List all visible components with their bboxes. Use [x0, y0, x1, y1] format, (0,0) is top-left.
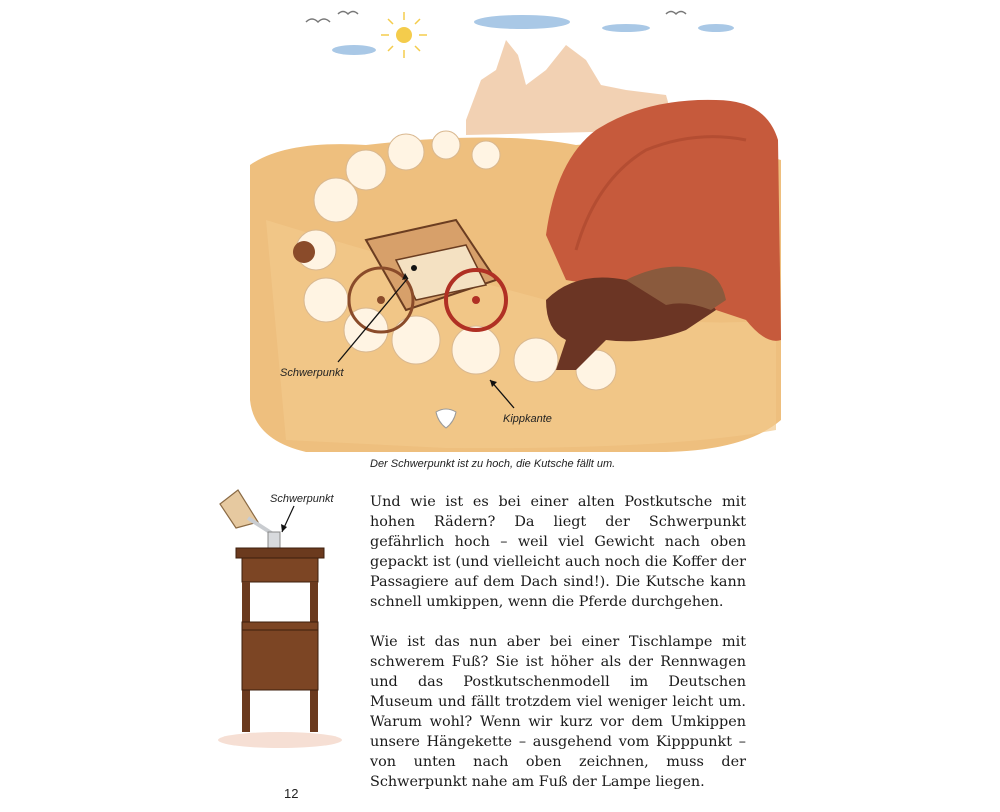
- table-drawer: [242, 558, 318, 582]
- bird-icon: [666, 12, 686, 15]
- cloud: [332, 45, 376, 55]
- cloud: [474, 15, 570, 29]
- illustration-caption: Der Schwerpunkt ist zu hoch, die Kutsche fällt um.: [370, 458, 616, 470]
- sun-icon: [396, 27, 412, 43]
- barrel-icon: [293, 241, 315, 263]
- table-shelf: [242, 622, 318, 630]
- tipping-edge-label: Kippkante: [503, 413, 552, 425]
- center-of-gravity-dot: [411, 265, 417, 271]
- stagecoach-illustration: [246, 0, 786, 458]
- page-number: 12: [284, 786, 299, 801]
- table-top: [236, 548, 324, 558]
- bird-icon: [306, 19, 330, 22]
- center-of-gravity-label: Schwerpunkt: [280, 367, 344, 379]
- paragraph: Wie ist das nun aber bei einer Tischlampe mit schwerem Fuß? Sie ist höher als der Rennwagen und das Postkutschenmodell im Deutschen Museum und fällt trotzdem viel weniger leicht um. Warum wohl? Wenn wir kurz vor dem Umkippen unsere Hängekette – ausgehend vom Kipppunkt – von unten nach oben zeichnen, muss der Schwerpunkt nahe am Fuß der Lampe liegen.: [370, 634, 746, 790]
- lamp-center-of-gravity-label: Schwerpunkt: [270, 493, 334, 505]
- paragraph: Und wie ist es bei einer alten Postkutsche mit hohen Rädern? Da liegt der Schwerpunkt gefährlich hoch – weil viel Gewicht nach oben gepackt ist (und vielleicht auch noch die Koffer der Passagiere auf dem Dach sind!). Die Kutsche kann schnell umkippen, wenn die Pferde durchgehen.: [370, 494, 746, 610]
- body-text: [370, 492, 746, 812]
- lamp-on-table-illustration: [212, 482, 362, 752]
- bird-icon: [338, 12, 358, 15]
- table-cabinet: [242, 630, 318, 690]
- cloud: [698, 24, 734, 32]
- cloud: [602, 24, 650, 32]
- lamp-base: [268, 532, 280, 548]
